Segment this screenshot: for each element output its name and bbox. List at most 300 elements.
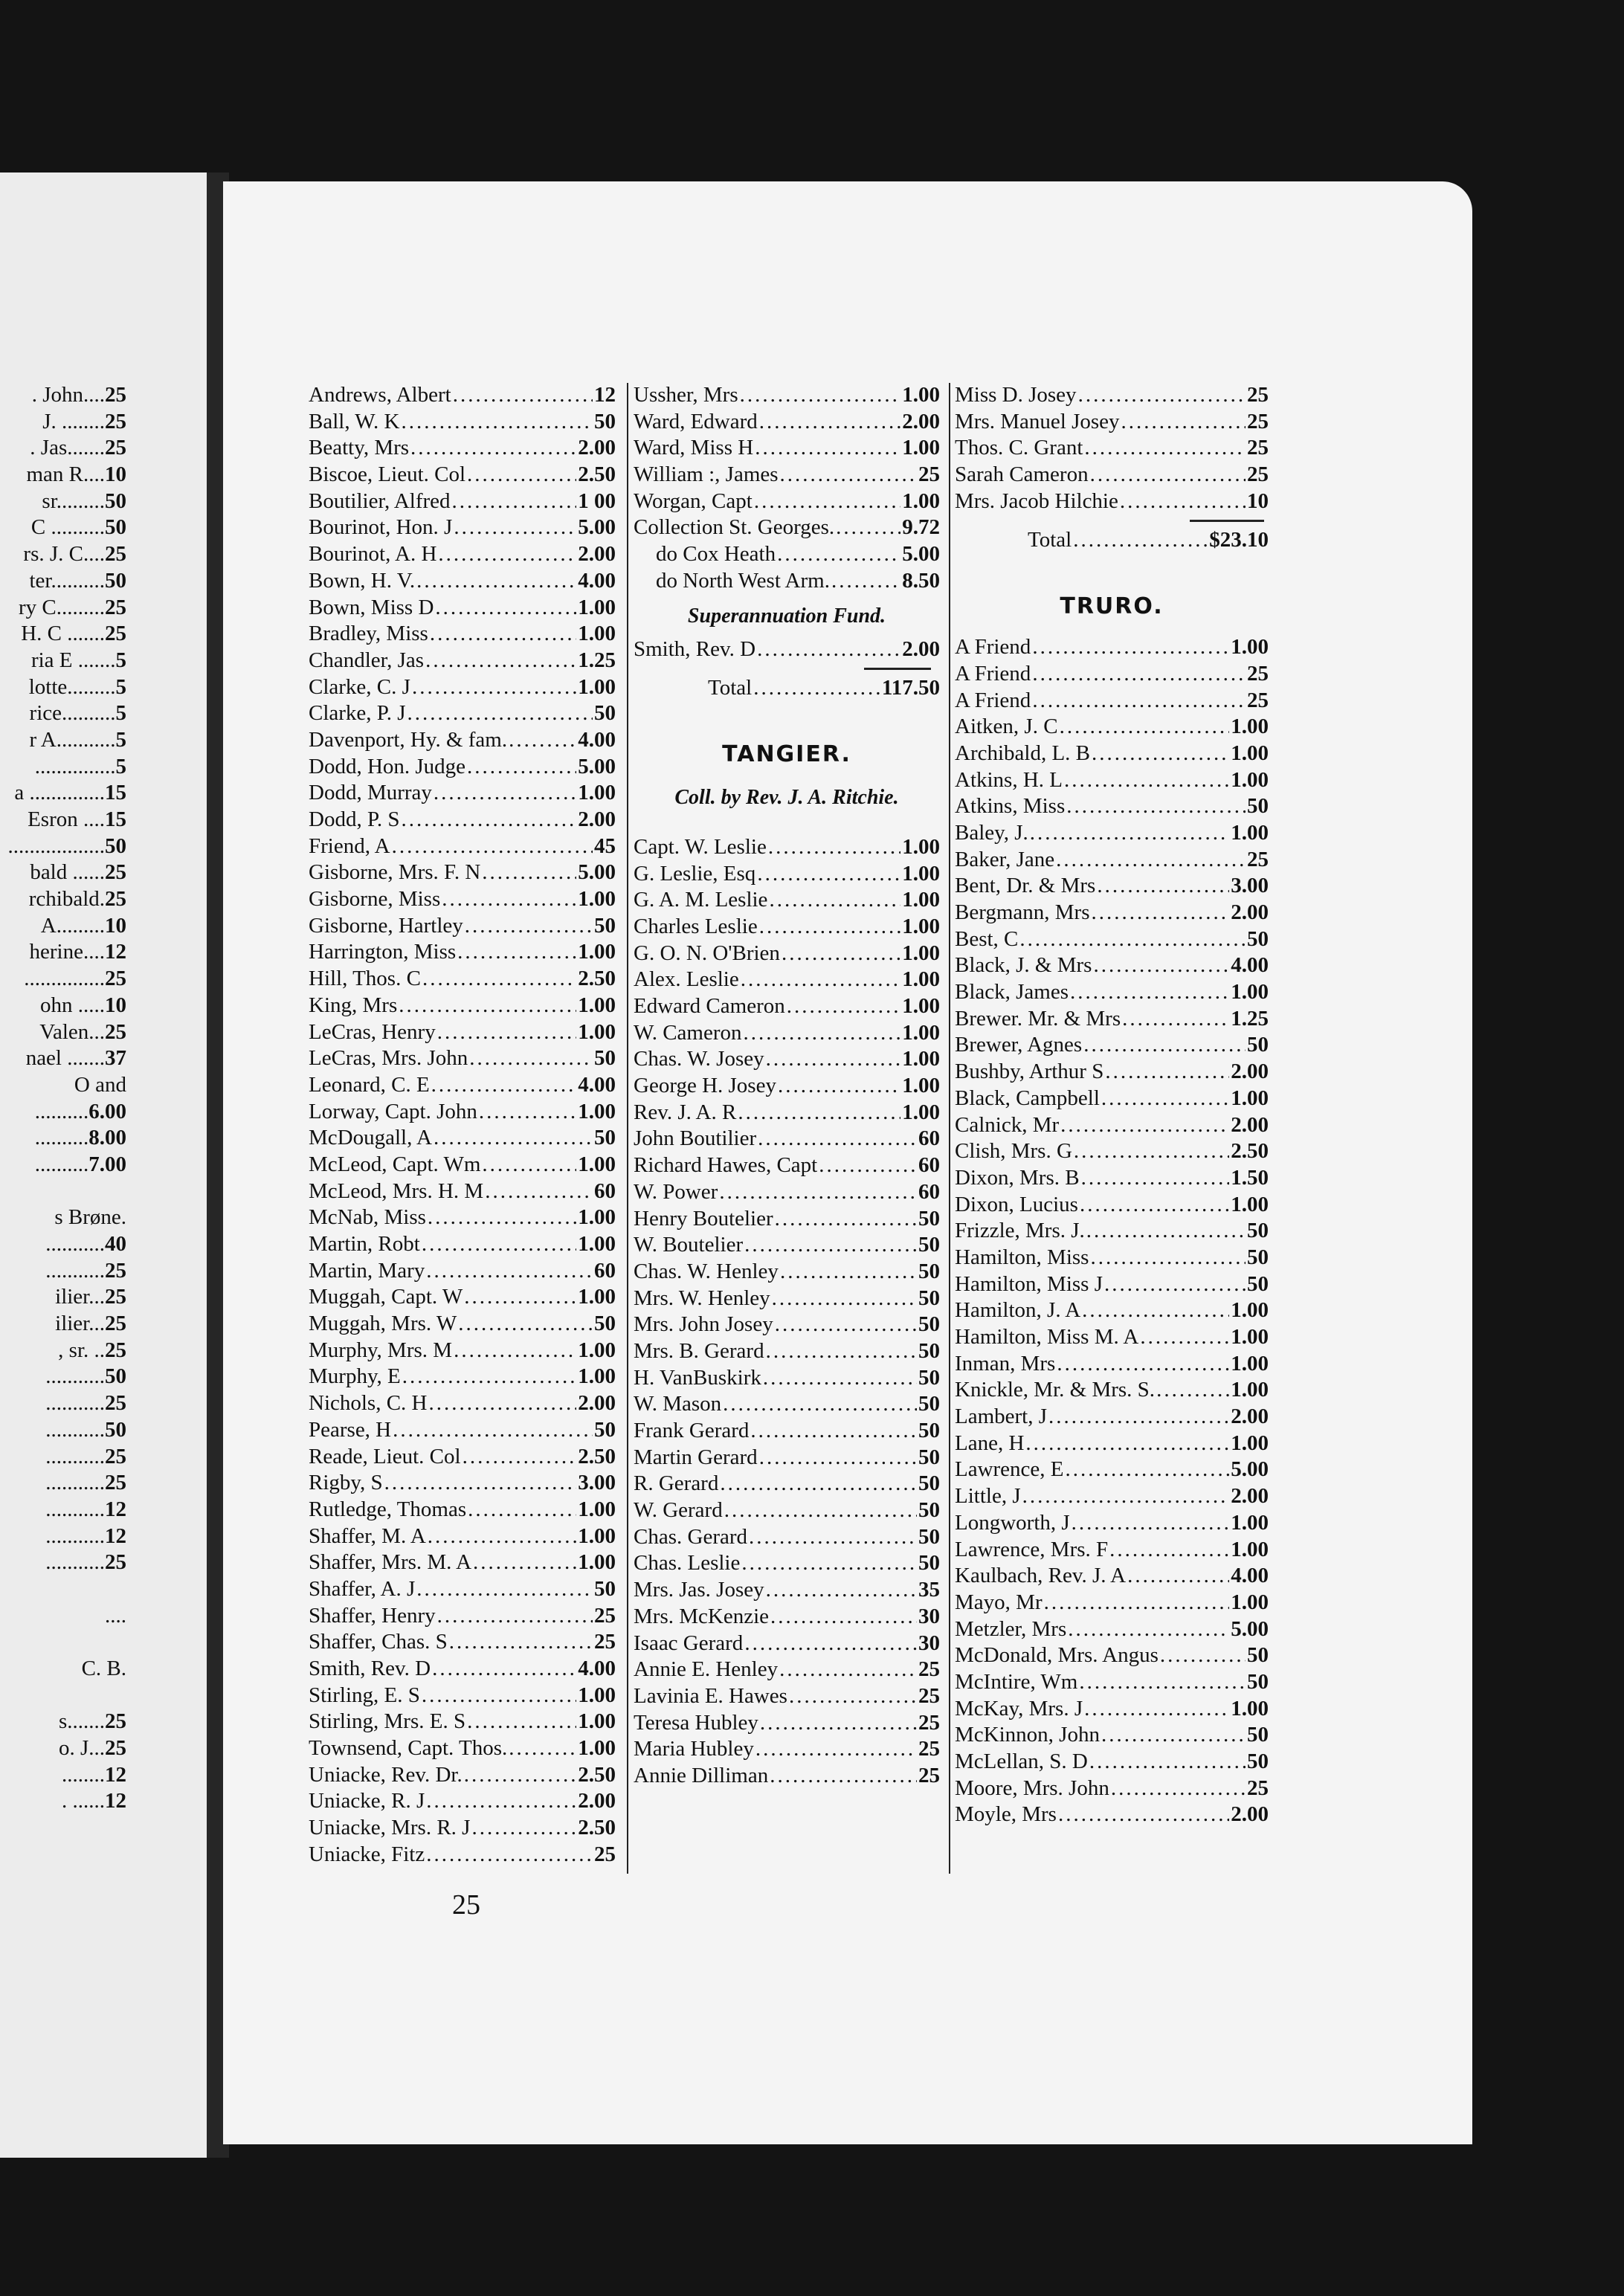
subscription-amount: 50 bbox=[918, 1286, 940, 1310]
subscriber-name: Chas. Gerard bbox=[634, 1524, 748, 1549]
subscription-entry bbox=[955, 1431, 1269, 1458]
subscriber-name: Baker, Jane bbox=[955, 847, 1055, 871]
subscriber-name: Dixon, Mrs. B bbox=[955, 1165, 1080, 1190]
subscription-entry bbox=[309, 860, 616, 887]
subscription-amount: 1.00 bbox=[578, 1019, 616, 1044]
subscription-amount: 60 bbox=[918, 1153, 940, 1178]
fragment-entry bbox=[0, 1683, 126, 1710]
fragment-amount: 50 bbox=[105, 488, 126, 513]
fragment-entry bbox=[0, 596, 126, 622]
subscription-amount: 25 bbox=[1247, 661, 1269, 686]
subscription-amount: 2.50 bbox=[578, 1444, 616, 1468]
leader-dots bbox=[1048, 1405, 1229, 1429]
subscriber-name: Beatty, Mrs bbox=[309, 436, 410, 460]
subscriber-name: Best, C bbox=[955, 926, 1019, 951]
subscription-entry bbox=[309, 993, 616, 1020]
fragment-entry bbox=[0, 1736, 126, 1763]
fragment-text: ........... bbox=[45, 1258, 105, 1283]
subscriber-name: Lawrence, Mrs. F bbox=[955, 1537, 1109, 1561]
fragment-entry bbox=[0, 755, 126, 781]
subscriber-name: Atkins, H. L bbox=[955, 767, 1063, 792]
fragment-text: ry C......... bbox=[19, 595, 105, 619]
subscription-entry bbox=[309, 1418, 616, 1445]
leader-dots bbox=[775, 1207, 917, 1231]
subscription-amount: 9.72 bbox=[902, 515, 940, 540]
subscription-amount: 50 bbox=[1247, 1033, 1269, 1057]
fragment-text: bald ...... bbox=[30, 860, 105, 885]
subscription-entry bbox=[955, 1617, 1269, 1644]
subscription-amount: 1.00 bbox=[902, 488, 940, 513]
subscriber-name: G. A. M. Leslie bbox=[634, 888, 768, 912]
fragment-amount: 25 bbox=[105, 1285, 126, 1309]
leader-dots bbox=[741, 967, 901, 992]
subscription-amount: 1.00 bbox=[1231, 820, 1269, 845]
fragment-amount: 50 bbox=[105, 1364, 126, 1389]
subscription-entry bbox=[634, 1525, 940, 1552]
subscriber-name: Chas. W. Josey bbox=[634, 1047, 764, 1071]
leader-dots bbox=[1101, 1086, 1229, 1111]
fragment-entry bbox=[0, 1604, 126, 1631]
subscription-entry bbox=[309, 1550, 616, 1577]
subscriber-name: Shaffer, A. J bbox=[309, 1576, 416, 1601]
subscriber-name: Clarke, P. J bbox=[309, 701, 406, 726]
subscriber-name: Baley, J. bbox=[955, 820, 1028, 845]
subscription-entry bbox=[309, 1577, 616, 1604]
fragment-text: . ...... bbox=[62, 1789, 105, 1813]
subscriber-name: Bradley, Miss bbox=[309, 622, 428, 646]
leader-dots bbox=[426, 1789, 576, 1813]
leader-dots bbox=[787, 994, 901, 1019]
fragment-entry bbox=[0, 807, 126, 834]
subscription-amount: 1.00 bbox=[902, 888, 940, 912]
fragment-text: o. J... bbox=[58, 1736, 105, 1761]
subscriber-name: Miss D. Josey bbox=[955, 383, 1077, 407]
subscription-entry bbox=[634, 888, 940, 915]
fragment-entry bbox=[0, 1445, 126, 1471]
subscription-entry bbox=[309, 515, 616, 542]
subscriber-name: W. Power bbox=[634, 1179, 718, 1204]
fragment-text: ............... bbox=[24, 967, 105, 991]
fragment-entry bbox=[0, 1709, 126, 1736]
subscription-entry bbox=[955, 1325, 1269, 1352]
leader-dots bbox=[738, 1100, 900, 1125]
subscriber-name: G. O. N. O'Brien bbox=[634, 941, 780, 965]
fragment-entry bbox=[0, 1312, 126, 1338]
subscription-amount: 2.00 bbox=[1231, 1060, 1269, 1084]
leader-dots bbox=[1066, 1457, 1230, 1482]
subscription-entry bbox=[309, 462, 616, 489]
subscription-entry bbox=[955, 741, 1269, 768]
col3-total-label: Total bbox=[1028, 528, 1072, 552]
subscription-entry bbox=[955, 1272, 1269, 1299]
leader-dots bbox=[430, 622, 576, 646]
leader-dots bbox=[431, 1073, 577, 1097]
leader-dots bbox=[759, 1445, 917, 1470]
fragment-text: O and bbox=[74, 1072, 126, 1097]
subscription-amount: 50 bbox=[1247, 1643, 1269, 1668]
subscription-entry bbox=[634, 1764, 940, 1790]
subscription-entry bbox=[309, 1391, 616, 1418]
subscription-entry bbox=[634, 637, 940, 664]
fragment-entry bbox=[0, 1259, 126, 1286]
subscription-amount: 1.00 bbox=[578, 595, 616, 619]
leader-dots bbox=[1089, 1750, 1246, 1774]
fragment-entry bbox=[0, 1550, 126, 1577]
subscription-entry bbox=[309, 1445, 616, 1471]
subscriber-name: Mrs. W. Henley bbox=[634, 1286, 770, 1310]
fragment-amount: 25 bbox=[105, 409, 126, 433]
subscription-amount: 4.00 bbox=[578, 568, 616, 593]
fragment-text: herine.... bbox=[29, 940, 105, 964]
subscriber-name: Moyle, Mrs bbox=[955, 1802, 1057, 1827]
fragment-amount: 25 bbox=[105, 595, 126, 619]
fragment-amount: 5 bbox=[115, 701, 126, 726]
leader-dots bbox=[434, 781, 576, 805]
leader-dots bbox=[1105, 1060, 1229, 1084]
subscription-entry bbox=[955, 1060, 1269, 1086]
subscriber-name: Rigby, S bbox=[309, 1471, 383, 1495]
superannuation-heading: Superannuation Fund. bbox=[687, 604, 886, 628]
subscription-entry bbox=[309, 1179, 616, 1206]
subscription-entry bbox=[955, 1643, 1269, 1670]
subscriber-name: Edward Cameron bbox=[634, 994, 785, 1018]
fragment-entry bbox=[0, 1100, 126, 1126]
leader-dots bbox=[755, 436, 900, 460]
fragment-amount: 25 bbox=[105, 542, 126, 567]
subscription-amount: 2.00 bbox=[1231, 1405, 1269, 1429]
subscription-amount: 2.00 bbox=[578, 1391, 616, 1416]
subscription-amount: 1.00 bbox=[1231, 1298, 1269, 1323]
leader-dots bbox=[1044, 1590, 1230, 1615]
subscriber-name: Gisborne, Miss bbox=[309, 887, 441, 912]
subscriber-name: Smith, Rev. D bbox=[634, 636, 756, 661]
subscription-amount: 50 bbox=[918, 1392, 940, 1416]
subscriber-name: Mrs. John Josey bbox=[634, 1312, 773, 1337]
fragment-entry bbox=[0, 701, 126, 728]
subscriber-name: Atkins, Miss bbox=[955, 794, 1066, 819]
subscription-amount: 25 bbox=[594, 1630, 616, 1654]
leader-dots bbox=[1057, 1352, 1229, 1376]
subscription-amount: 2.00 bbox=[578, 807, 616, 831]
subscription-entry bbox=[634, 1074, 940, 1100]
subscription-entry bbox=[634, 1126, 940, 1153]
subscriber-name: Lawrence, E bbox=[955, 1457, 1064, 1482]
fragment-text: ............... bbox=[34, 754, 116, 778]
subscription-amount: 50 bbox=[594, 1046, 616, 1071]
leader-dots bbox=[1081, 1166, 1230, 1190]
subscription-entry bbox=[634, 1286, 940, 1313]
leader-dots bbox=[760, 1711, 917, 1735]
leader-dots bbox=[1066, 794, 1246, 819]
subscription-amount: 1.00 bbox=[578, 1550, 616, 1575]
subscription-amount: 50 bbox=[1247, 1669, 1269, 1694]
fragment-entry bbox=[0, 781, 126, 807]
subscription-entry bbox=[309, 410, 616, 436]
subscriber-name: Inman, Mrs bbox=[955, 1351, 1056, 1376]
fragment-text: .... bbox=[105, 1603, 126, 1628]
subscription-amount: 5.00 bbox=[578, 860, 616, 885]
subscription-amount: 2.00 bbox=[578, 1789, 616, 1813]
leader-dots bbox=[509, 1736, 576, 1761]
subscription-amount: 50 bbox=[594, 1126, 616, 1150]
subscription-entry bbox=[309, 622, 616, 648]
leader-dots bbox=[1074, 1139, 1229, 1164]
subscription-amount: 1.00 bbox=[1231, 1192, 1269, 1216]
subscription-amount: 5.00 bbox=[902, 542, 940, 567]
fragment-entry bbox=[0, 860, 126, 887]
subscription-amount: 2.00 bbox=[578, 436, 616, 460]
subscriber-name: Stirling, Mrs. E. S bbox=[309, 1709, 466, 1734]
subscription-entry bbox=[955, 900, 1269, 927]
subscription-amount: 1.00 bbox=[902, 1020, 940, 1045]
subscription-entry bbox=[634, 1498, 940, 1525]
subscription-entry bbox=[634, 862, 940, 889]
leader-dots bbox=[749, 1525, 917, 1550]
fragment-text: ........... bbox=[45, 1444, 105, 1468]
subscriber-name: Black, James bbox=[955, 980, 1069, 1004]
subscription-amount: 1.00 bbox=[902, 861, 940, 886]
fragment-text: ........... bbox=[45, 1391, 105, 1416]
subscriber-name: W. Gerard bbox=[634, 1498, 723, 1523]
subscriber-name: McNab, Miss bbox=[309, 1205, 426, 1230]
fragment-text: ilier... bbox=[55, 1285, 105, 1309]
subscriber-name: Bown, H. V. bbox=[309, 568, 416, 593]
subscriber-name: Shaffer, Henry bbox=[309, 1603, 436, 1628]
leader-dots bbox=[438, 542, 576, 567]
fragment-entry bbox=[0, 1152, 126, 1179]
leader-dots bbox=[780, 1260, 917, 1284]
subscriber-name: Dodd, Hon. Judge bbox=[309, 754, 466, 778]
subscription-entry bbox=[309, 1604, 616, 1631]
subscription-amount: 12 bbox=[594, 383, 616, 407]
subscription-entry bbox=[634, 1631, 940, 1658]
fragment-amount: 25 bbox=[105, 860, 126, 885]
subscription-entry bbox=[634, 1260, 940, 1286]
subscription-amount: 50 bbox=[594, 1312, 616, 1336]
leader-dots bbox=[1111, 1776, 1246, 1801]
subscriber-name: Isaac Gerard bbox=[634, 1631, 744, 1655]
fragment-entry bbox=[0, 1179, 126, 1206]
leader-dots bbox=[1079, 1670, 1246, 1694]
subscription-entry bbox=[955, 462, 1269, 489]
subscriber-name: William :, James bbox=[634, 462, 779, 487]
subscription-entry bbox=[955, 1405, 1269, 1431]
subscription-amount: 50 bbox=[594, 1417, 616, 1442]
subscription-entry bbox=[955, 383, 1269, 410]
subscription-entry bbox=[309, 569, 616, 596]
leader-dots bbox=[724, 1498, 917, 1523]
leader-dots bbox=[753, 676, 880, 700]
subscriber-name: Archibald, L. B bbox=[955, 741, 1091, 765]
fragment-text: s....... bbox=[58, 1709, 105, 1734]
fragment-amount: 6.00 bbox=[88, 1099, 126, 1123]
leader-dots bbox=[759, 410, 900, 434]
leader-dots bbox=[479, 1100, 576, 1124]
subscription-amount: 1.00 bbox=[902, 914, 940, 938]
fragment-amount: 37 bbox=[105, 1046, 126, 1071]
leader-dots bbox=[452, 489, 577, 514]
subscription-amount: 50 bbox=[918, 1551, 940, 1576]
leader-dots bbox=[1080, 1193, 1229, 1217]
subscription-entry bbox=[634, 941, 940, 968]
subscriber-name: Chas. W. Henley bbox=[634, 1259, 779, 1283]
subscription-entry bbox=[955, 662, 1269, 689]
subscription-amount: 1.00 bbox=[1231, 715, 1269, 739]
fragment-amount: 50 bbox=[105, 833, 126, 858]
tangier-heading: TANGIER. bbox=[722, 741, 851, 767]
subscription-entry bbox=[634, 1047, 940, 1074]
subscriber-name: Hill, Thos. C bbox=[309, 967, 421, 991]
subscription-entry bbox=[634, 462, 940, 489]
leader-dots bbox=[1073, 528, 1208, 552]
subscription-amount: 25 bbox=[918, 1763, 940, 1787]
fragment-entry bbox=[0, 940, 126, 967]
subscription-entry bbox=[634, 542, 940, 569]
subscription-amount: 2.00 bbox=[1231, 900, 1269, 924]
subscription-amount: 2.00 bbox=[902, 409, 940, 433]
subscription-amount: 50 bbox=[918, 1498, 940, 1523]
subscriber-name: Gisborne, Hartley bbox=[309, 913, 463, 938]
subscription-amount: 4.00 bbox=[1231, 1564, 1269, 1588]
leader-dots bbox=[775, 1312, 917, 1337]
subscription-entry bbox=[309, 675, 616, 702]
subscriber-name: Uniacke, Rev. Dr. bbox=[309, 1762, 463, 1787]
fragment-text: ter.......... bbox=[29, 568, 105, 593]
subscription-amount: 5.00 bbox=[1231, 1616, 1269, 1641]
subscription-entry bbox=[955, 715, 1269, 741]
fragment-amount: 15 bbox=[105, 781, 126, 805]
subscription-amount: 1.00 bbox=[578, 1497, 616, 1521]
subscriber-name: McLellan, S. D bbox=[955, 1750, 1088, 1773]
subscription-amount: 2.50 bbox=[578, 1816, 616, 1840]
subscription-entry bbox=[309, 1763, 616, 1790]
subscription-column-1 bbox=[309, 383, 616, 1869]
leader-dots bbox=[1122, 1007, 1229, 1031]
subscription-entry bbox=[955, 1378, 1269, 1405]
fragment-text: sr......... bbox=[42, 488, 105, 513]
leader-dots bbox=[1093, 953, 1229, 978]
subscriber-name: Pearse, H bbox=[309, 1417, 392, 1442]
fragment-amount: 25 bbox=[105, 1471, 126, 1495]
subscription-amount: 50 bbox=[1247, 1750, 1269, 1773]
subscription-amount: 10 bbox=[1247, 488, 1269, 513]
leader-dots bbox=[435, 596, 576, 620]
fragment-entry bbox=[0, 1497, 126, 1524]
subscription-entry bbox=[634, 1207, 940, 1234]
subscriber-name: Teresa Hubley bbox=[634, 1710, 758, 1735]
subscription-amount: 50 bbox=[594, 409, 616, 433]
subscription-amount: 25 bbox=[918, 462, 940, 487]
subscription-entry bbox=[634, 1737, 940, 1764]
leader-dots bbox=[428, 1205, 576, 1230]
subscription-entry bbox=[634, 1312, 940, 1339]
subscriber-name: Brewer. Mr. & Mrs bbox=[955, 1006, 1121, 1031]
subscription-entry bbox=[955, 794, 1269, 821]
subscriber-name: Shaffer, Mrs. M. A bbox=[309, 1550, 472, 1575]
fragment-text: , sr. .. bbox=[58, 1338, 105, 1362]
fragment-entry bbox=[0, 675, 126, 702]
subscription-entry bbox=[634, 1021, 940, 1048]
leader-dots bbox=[422, 1683, 576, 1708]
subscriber-name: LeCras, Mrs. John bbox=[309, 1046, 468, 1071]
subscription-entry bbox=[955, 1802, 1269, 1829]
subscription-entry bbox=[309, 1205, 616, 1232]
leader-dots bbox=[1109, 1538, 1229, 1562]
subscription-entry bbox=[309, 1312, 616, 1338]
leader-dots bbox=[1083, 1033, 1246, 1057]
leader-dots bbox=[425, 648, 576, 673]
leader-dots bbox=[422, 967, 576, 991]
subscriber-name: Andrews, Albert bbox=[309, 383, 451, 407]
leader-dots bbox=[1078, 383, 1246, 407]
leader-dots bbox=[819, 1153, 917, 1178]
subscription-entry bbox=[634, 1445, 940, 1472]
subscription-amount: 1.00 bbox=[1231, 741, 1269, 765]
subscription-amount: 1.00 bbox=[578, 1099, 616, 1123]
subscription-entry bbox=[955, 1086, 1269, 1113]
subscription-amount: 5.00 bbox=[578, 515, 616, 540]
subscriber-name: Reade, Lieut. Col bbox=[309, 1444, 461, 1468]
col2-total-row bbox=[634, 676, 940, 703]
leader-dots bbox=[1097, 874, 1229, 898]
subscriber-name: Dodd, P. S bbox=[309, 807, 400, 831]
fragment-entry bbox=[0, 1232, 126, 1259]
subscription-amount: 50 bbox=[1247, 1219, 1269, 1243]
subscription-amount: 1.25 bbox=[1231, 1006, 1269, 1031]
fragment-text: lotte......... bbox=[28, 674, 116, 699]
subscription-entry bbox=[309, 1709, 616, 1736]
subscription-amount: 25 bbox=[918, 1683, 940, 1708]
leader-dots bbox=[1070, 980, 1229, 1004]
fragment-entry bbox=[0, 1657, 126, 1683]
subscription-amount: 1.00 bbox=[578, 1523, 616, 1548]
subscriber-name: King, Mrs bbox=[309, 993, 398, 1017]
subscription-amount: 5.00 bbox=[1231, 1457, 1269, 1482]
subscriber-name: Calnick, Mr bbox=[955, 1112, 1060, 1137]
leader-dots bbox=[1121, 410, 1246, 434]
fragment-text: .................. bbox=[7, 833, 105, 858]
subscription-amount: 1.00 bbox=[1231, 1590, 1269, 1614]
leader-dots bbox=[740, 383, 901, 407]
subscription-entry bbox=[309, 1259, 616, 1286]
truro-heading: TRURO. bbox=[1060, 593, 1164, 620]
subscription-entry bbox=[955, 1457, 1269, 1484]
fragment-text: ........... bbox=[45, 1364, 105, 1389]
fragment-amount: 50 bbox=[105, 515, 126, 540]
subscriber-name: Bushby, Arthur S bbox=[955, 1060, 1104, 1084]
fragment-text: A......... bbox=[40, 913, 105, 938]
subscription-entry bbox=[955, 1245, 1269, 1272]
leader-dots bbox=[1056, 848, 1246, 872]
subscription-entry bbox=[955, 1564, 1269, 1590]
leader-dots bbox=[1092, 900, 1230, 925]
subscription-entry bbox=[634, 1605, 940, 1631]
subscription-amount: 45 bbox=[594, 833, 616, 858]
leader-dots bbox=[437, 1604, 593, 1628]
subscription-amount: 2.50 bbox=[578, 1762, 616, 1787]
subscriber-name: Dixon, Lucius bbox=[955, 1192, 1078, 1216]
leader-dots bbox=[770, 1764, 917, 1788]
fragment-entry bbox=[0, 1364, 126, 1391]
subscription-entry bbox=[955, 768, 1269, 795]
fragment-entry bbox=[0, 622, 126, 648]
subscription-amount: 1.00 bbox=[578, 1709, 616, 1734]
subscriber-name: Harrington, Miss bbox=[309, 940, 457, 964]
fragment-text: rchibald. bbox=[28, 887, 105, 912]
subscription-entry bbox=[309, 1497, 616, 1524]
leader-dots bbox=[1084, 436, 1246, 460]
leader-dots bbox=[763, 1366, 917, 1390]
